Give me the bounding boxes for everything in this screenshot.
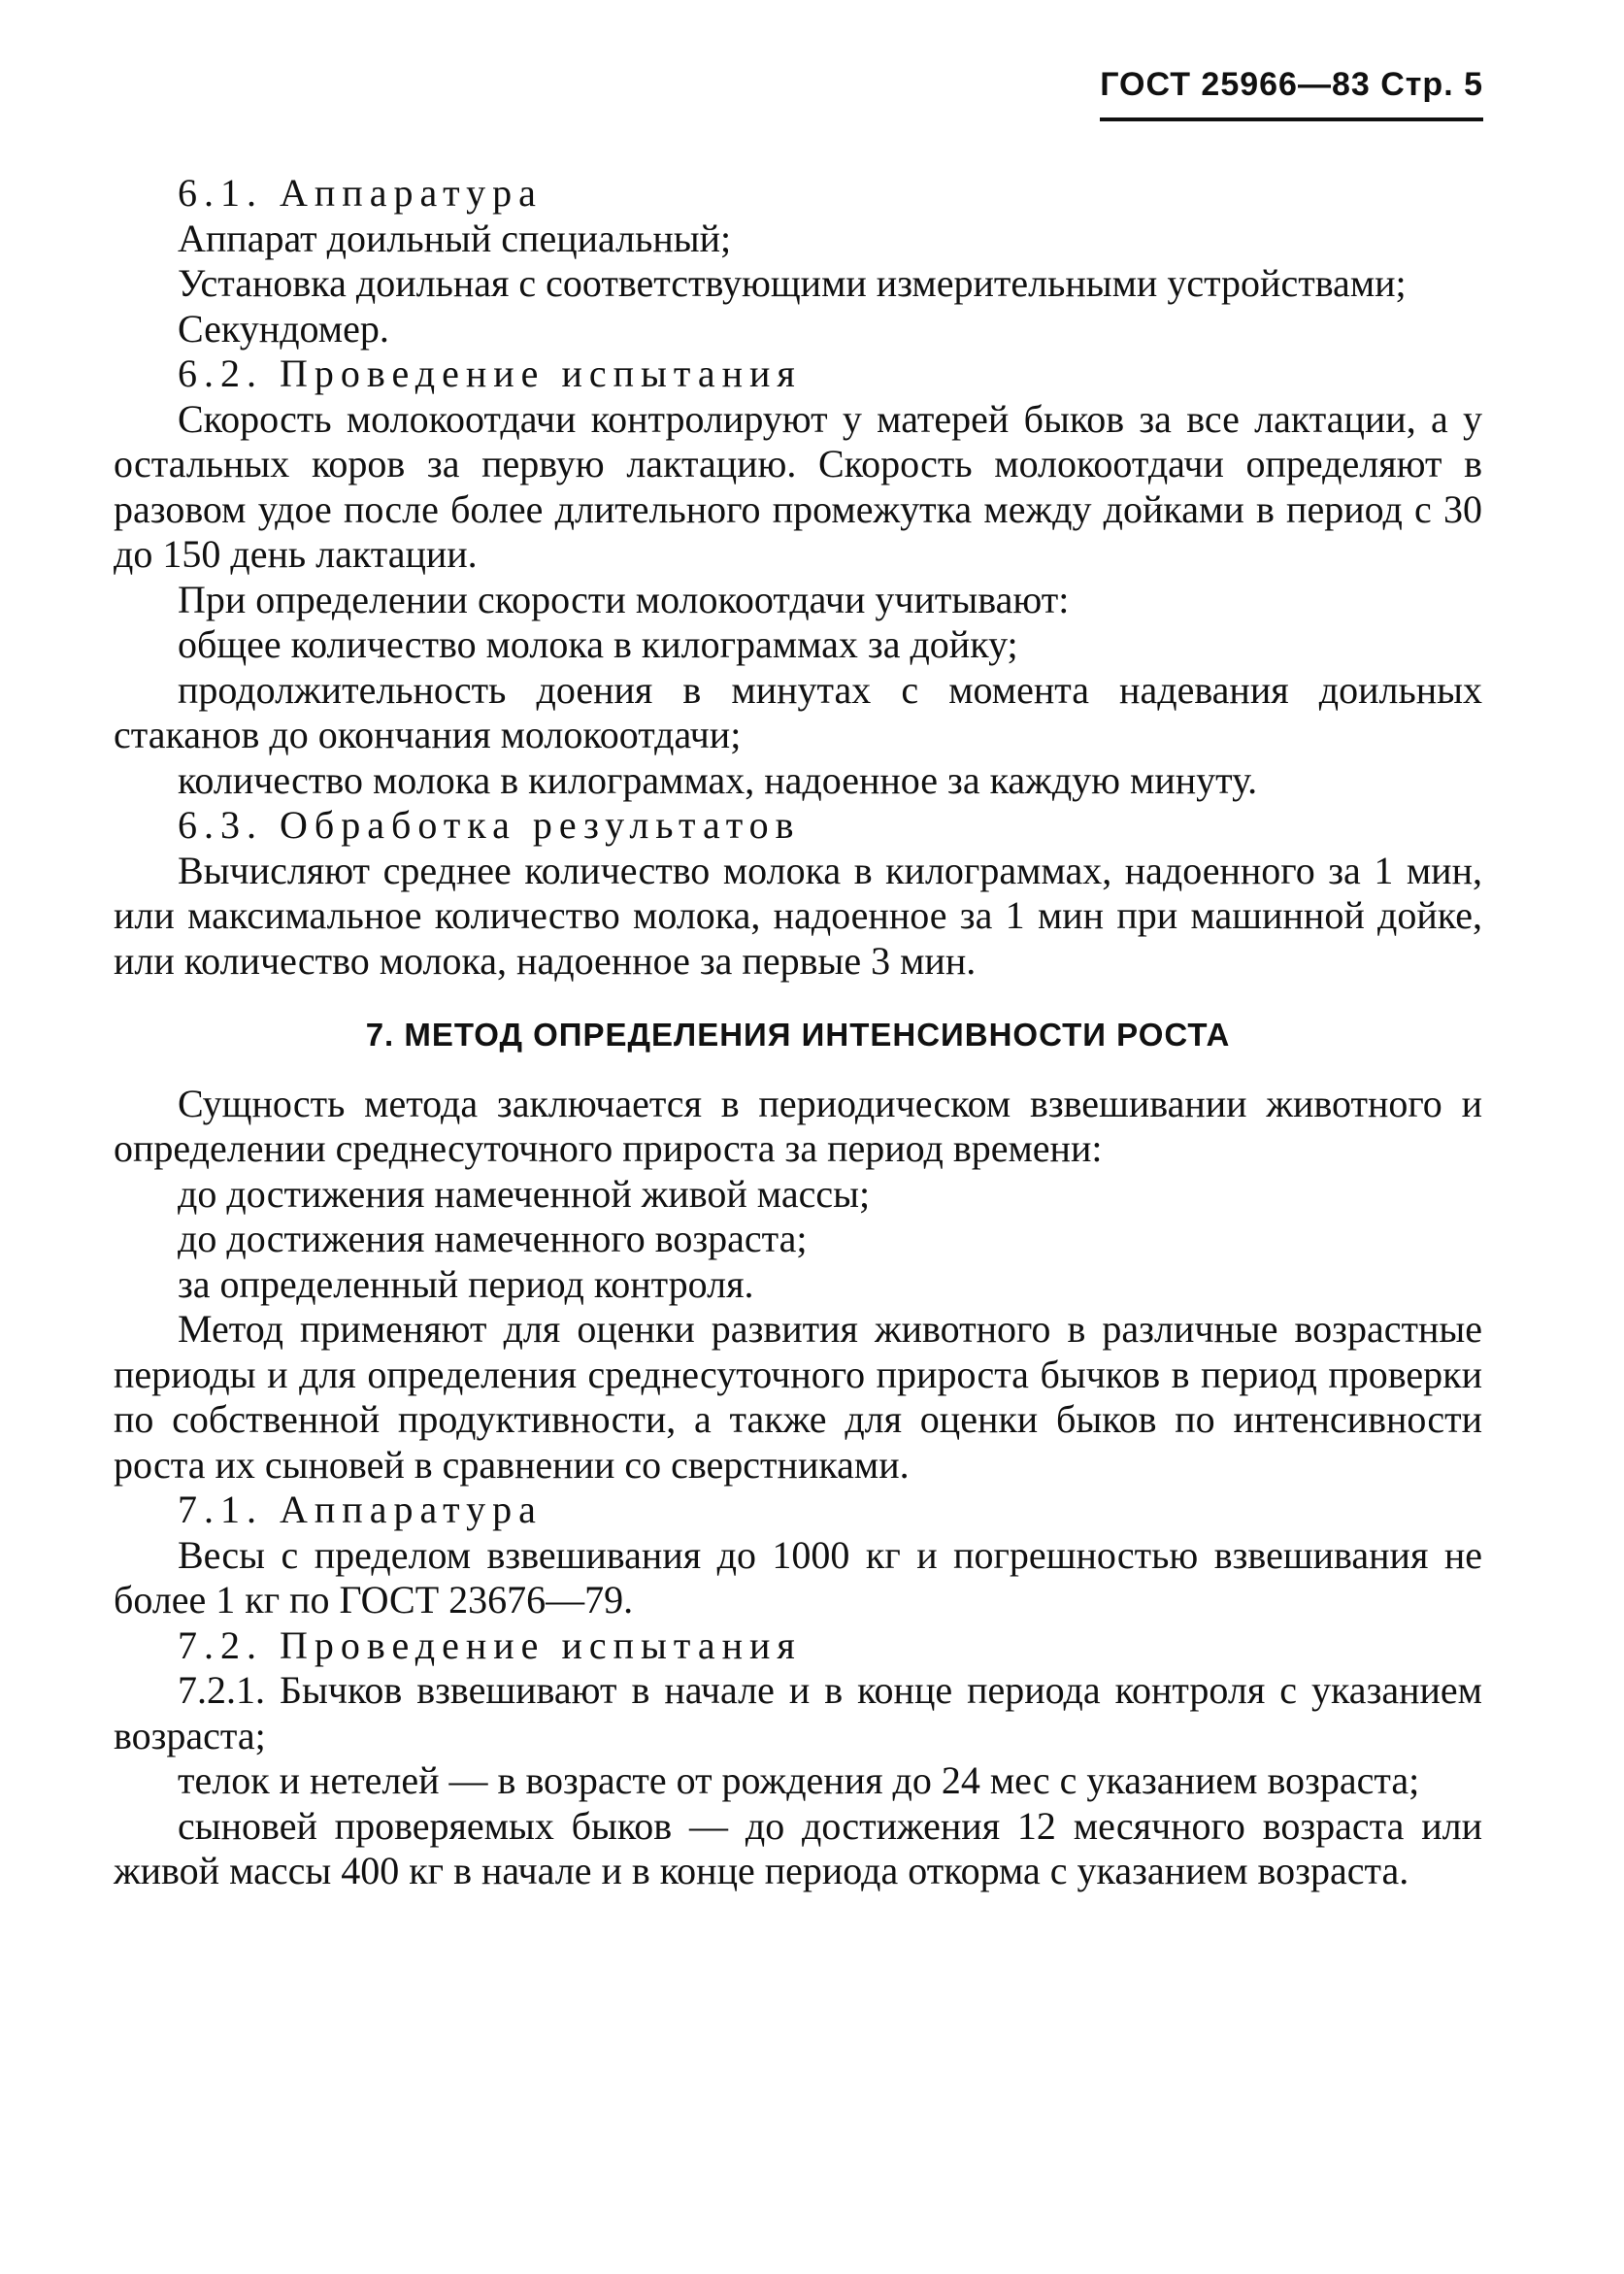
equipment-item: Секундомер. bbox=[178, 306, 389, 351]
paragraph: Вычисляют среднее количество молока в килограммах, надоенного за 1 мин, или максимальное количество молока, надоенное за 1 мин при машинной дойке, или количество молока, надоенное за первые 3 мин. bbox=[114, 848, 1482, 983]
list-item: количество молока в килограммах, надоенное за каждую минуту. bbox=[178, 757, 1258, 802]
list-item: телок и нетелей — в возрасте от рождения до 24 мес с указанием возраста; bbox=[178, 1758, 1420, 1802]
equipment-item: Установка доильная с соответствующими измерительными устройствами; bbox=[178, 261, 1407, 305]
document-body bbox=[114, 171, 1482, 1894]
paragraph: Метод применяют для оценки развития животного в различные возрастные периоды и для определения среднесуточного прироста бычков в период проверки по собственной продуктивности, а также для оценки быков по интенсивности роста их сыновей в сравнении со сверстниками. bbox=[114, 1307, 1482, 1487]
paragraph: 7.2.1. Бычков взвешивают в начале и в конце периода контроля с указанием возраста; bbox=[114, 1668, 1482, 1757]
page-header: ГОСТ 25966—83 Стр. 5 bbox=[1100, 66, 1483, 121]
paragraph: При определении скорости молокоотдачи учитывают: bbox=[178, 577, 1070, 621]
list-item: общее количество молока в килограммах за дойку; bbox=[178, 622, 1018, 666]
subsection-6-1-title: 6.1. Аппаратура bbox=[178, 171, 543, 215]
list-item: за определенный период контроля. bbox=[178, 1261, 754, 1306]
subsection-7-1-title: 7.1. Аппаратура bbox=[178, 1488, 543, 1531]
list-item: продолжительность доения в минутах с момента надевания доильных стаканов до окончания молокоотдачи; bbox=[114, 667, 1482, 756]
paragraph: Скорость молокоотдачи контролируют у матерей быков за все лактации, а у остальных коров за первую лактацию. Скорость молокоотдачи определяют в разовом удое после более длительного промежутка между дойками в период с 30 до 150 день лактации. bbox=[114, 396, 1482, 576]
list-item: до достижения намеченного возраста; bbox=[178, 1217, 808, 1260]
equipment-item: Аппарат доильный специальный; bbox=[178, 216, 732, 260]
subsection-6-2-title: 6.2. Проведение испытания bbox=[178, 351, 802, 395]
section-7-title: 7. МЕТОД ОПРЕДЕЛЕНИЯ ИНТЕНСИВНОСТИ РОСТА bbox=[365, 1017, 1231, 1053]
list-item: сыновей проверяемых быков — до достижения 12 месячного возраста или живой массы 400 кг в начале и в конце периода откорма с указанием возраста. bbox=[114, 1803, 1482, 1892]
subsection-7-2-title: 7.2. Проведение испытания bbox=[178, 1622, 802, 1667]
paragraph: Сущность метода заключается в периодическом взвешивании животного и определении среднесуточного прироста за период времени: bbox=[114, 1081, 1482, 1170]
paragraph: Весы с пределом взвешивания до 1000 кг и погрешностью взвешивания не более 1 кг по ГОСТ 23676—79. bbox=[114, 1532, 1482, 1622]
list-item: до достижения намеченной живой массы; bbox=[178, 1171, 871, 1216]
subsection-6-3-title: 6.3. Обработка результатов bbox=[178, 803, 801, 847]
